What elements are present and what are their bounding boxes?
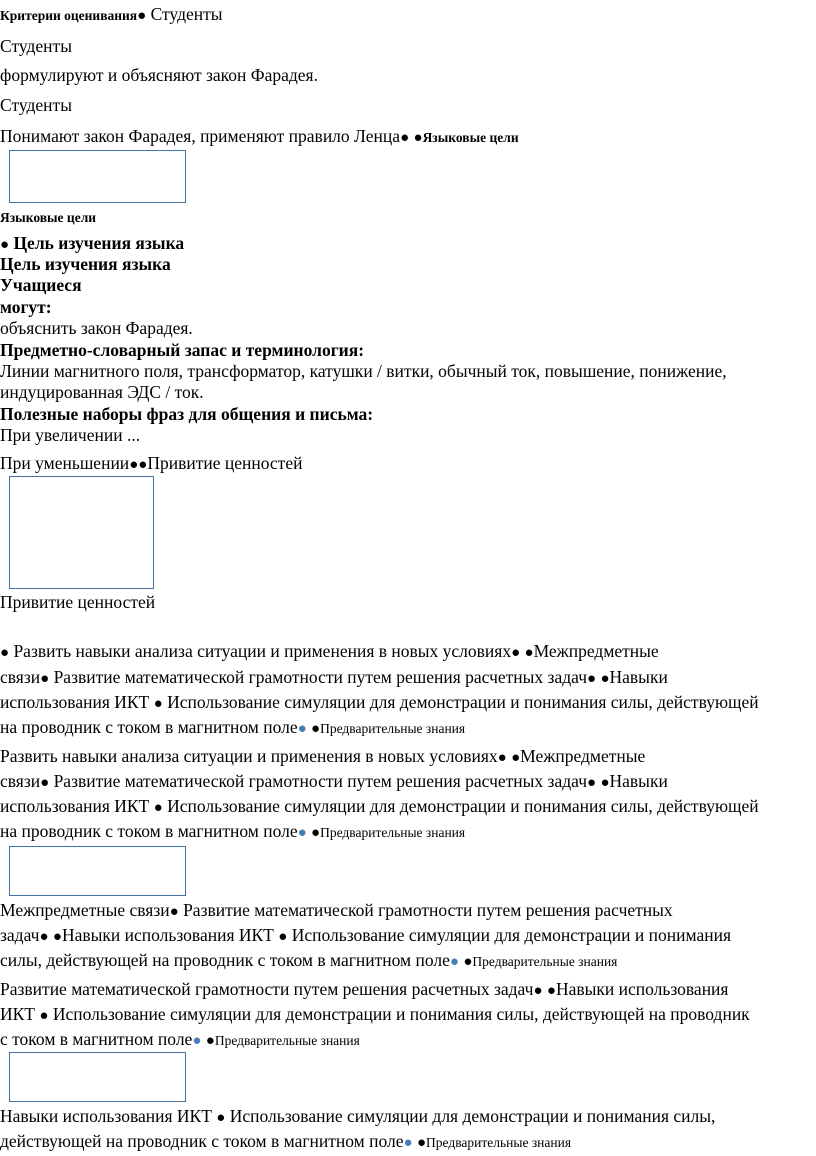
paragraph-text: Развить навыки анализа ситуации и применения в новых условиях xyxy=(9,641,512,661)
bullet-icon: ● xyxy=(205,1033,215,1049)
blue-bullet-icon: ● xyxy=(449,954,459,970)
can-heading: могут: xyxy=(0,297,52,317)
bullet-icon: ● xyxy=(511,750,521,766)
paragraph-text: Использование симуляции для демонстрации и понимания силы, действующей xyxy=(162,796,759,816)
prior-knowledge-label: Предварительные знания xyxy=(320,825,466,840)
paragraph-text: Использование симуляции для демонстрации и понимания xyxy=(287,925,731,945)
bullet-icon: ● xyxy=(400,130,410,146)
vocabulary-heading: Предметно-словарный запас и терминология: xyxy=(0,340,365,360)
paragraph-line xyxy=(0,979,728,1002)
paragraph-text: Развить навыки анализа ситуации и применения в новых условиях xyxy=(0,746,498,766)
text-box-frame xyxy=(9,846,186,896)
explain-faraday-text: объяснить закон Фарадея. xyxy=(0,318,193,338)
paragraph-text: ИКТ xyxy=(0,1004,40,1024)
paragraph-text: Навыки использования xyxy=(555,979,729,999)
bullet-icon: ● xyxy=(40,775,50,791)
paragraph-text: на проводник с током в магнитном поле xyxy=(0,821,298,841)
paragraph-line xyxy=(0,771,668,794)
bullet-icon: ● xyxy=(546,983,556,999)
bullet-icon: ● xyxy=(137,8,147,24)
paragraph-line xyxy=(0,796,759,819)
prior-knowledge-label: Предварительные знания xyxy=(426,1135,572,1150)
bullet-icon: ● xyxy=(587,671,597,687)
paragraph-line xyxy=(0,1029,360,1052)
paragraph-text: задач xyxy=(0,925,40,945)
paragraph-text: Развитие математической грамотности путем решения расчетных задач xyxy=(49,771,588,791)
paragraph-text: Навыки использования ИКТ xyxy=(61,925,279,945)
phrase-text: При увеличении ... xyxy=(0,425,141,445)
vocabulary-text: индуцированная ЭДС / ток. xyxy=(0,382,204,402)
text-box-frame xyxy=(9,150,186,203)
paragraph-line xyxy=(0,821,465,844)
bullet-icon: ● xyxy=(138,457,148,473)
paragraph-text: Межпредметные xyxy=(533,641,659,661)
bullet-icon: ● xyxy=(0,645,10,661)
phrase-line xyxy=(0,453,302,476)
paragraph-text: на проводник с током в магнитном поле xyxy=(0,717,298,737)
paragraph-text: Навыки xyxy=(609,771,668,791)
bullet-icon: ● xyxy=(216,1110,226,1126)
bullet-icon: ● xyxy=(52,929,62,945)
bullet-icon: ● xyxy=(278,929,288,945)
bullet-icon: ● xyxy=(600,775,610,791)
language-goals-heading: Языковые цели xyxy=(0,210,97,225)
paragraph-line xyxy=(0,1106,715,1129)
paragraph-line xyxy=(0,950,617,973)
paragraph-text: связи xyxy=(0,771,41,791)
bullet-icon: ● xyxy=(511,645,521,661)
criterion-lenz-line xyxy=(0,126,519,149)
bullet-icon: ● xyxy=(169,904,179,920)
bullet-icon: ● xyxy=(311,825,321,841)
paragraph-text: Межпредметные связи xyxy=(0,900,170,920)
bullet-icon: ● xyxy=(153,800,163,816)
paragraph-text: Развитие математической грамотности путем решения расчетных задач xyxy=(0,979,534,999)
learners-heading: Учащиеся xyxy=(0,275,82,295)
bullet-icon: ● xyxy=(0,237,10,253)
phrases-heading: Полезные наборы фраз для общения и письма: xyxy=(0,404,374,424)
language-objective-line xyxy=(0,233,184,256)
text-box-frame xyxy=(9,1052,186,1102)
paragraph-text: Навыки xyxy=(609,667,668,687)
paragraph-line xyxy=(0,717,465,740)
bullet-icon: ● xyxy=(416,1135,427,1151)
criteria-line xyxy=(0,4,223,27)
bullet-icon: ● xyxy=(129,457,139,473)
paragraph-text: действующей на проводник с током в магнитном поле xyxy=(0,1131,404,1151)
paragraph-text: силы, действующей на проводник с током в магнитном поле xyxy=(0,950,450,970)
paragraph-line xyxy=(0,667,668,690)
paragraph-text: использования ИКТ xyxy=(0,796,154,816)
paragraph-text: связи xyxy=(0,667,41,687)
language-objective-text: Цель изучения языка xyxy=(9,233,185,253)
phrase-text: При уменьшении xyxy=(0,453,130,473)
blue-bullet-icon: ● xyxy=(297,825,307,841)
paragraph-line xyxy=(0,641,659,664)
paragraph-line xyxy=(0,925,731,948)
criterion-lenz-text: Понимают закон Фарадея, применяют правило Ленца xyxy=(0,126,401,146)
bullet-icon: ● xyxy=(311,721,321,737)
paragraph-line xyxy=(0,1004,750,1027)
text-box-frame xyxy=(9,476,154,589)
paragraph-text: Использование симуляции для демонстрации и понимания силы, xyxy=(225,1106,716,1126)
paragraph-text: Развитие математической грамотности путем решения расчетных xyxy=(178,900,673,920)
paragraph-line xyxy=(0,746,645,769)
language-goals-label: Языковые цели xyxy=(422,130,519,145)
values-heading: Привитие ценностей xyxy=(0,592,156,612)
criterion-faraday-text: формулируют и объясняют закон Фарадея. xyxy=(0,65,318,85)
vocabulary-text: Линии магнитного поля, трансформатор, катушки / витки, обычный ток, повышение, понижение, xyxy=(0,361,727,381)
bullet-icon: ● xyxy=(463,954,473,970)
values-label: Привитие ценностей xyxy=(147,453,303,473)
paragraph-text: использования ИКТ xyxy=(0,692,154,712)
students-text: Студенты xyxy=(0,95,72,115)
bullet-icon: ● xyxy=(39,1008,49,1024)
paragraph-text: Межпредметные xyxy=(520,746,646,766)
bullet-icon: ● xyxy=(40,671,50,687)
paragraph-line xyxy=(0,1131,571,1154)
bullet-icon: ● xyxy=(587,775,597,791)
bullet-icon: ● xyxy=(533,983,543,999)
paragraph-line xyxy=(0,692,759,715)
students-text: Студенты xyxy=(146,4,223,24)
bullet-icon: ● xyxy=(153,696,163,712)
prior-knowledge-label: Предварительные знания xyxy=(214,1033,360,1048)
blue-bullet-icon: ● xyxy=(403,1135,413,1151)
bullet-icon: ● xyxy=(600,671,610,687)
blue-bullet-icon: ● xyxy=(192,1033,202,1049)
bullet-icon: ● xyxy=(524,645,534,661)
paragraph-text: с током в магнитном поле xyxy=(0,1029,193,1049)
bullet-icon: ● xyxy=(497,750,507,766)
prior-knowledge-label: Предварительные знания xyxy=(320,721,466,736)
bullet-icon: ● xyxy=(413,130,423,146)
blue-bullet-icon: ● xyxy=(297,721,307,737)
paragraph-line xyxy=(0,900,673,923)
paragraph-text: Навыки использования ИКТ xyxy=(0,1106,217,1126)
paragraph-text: Использование симуляции для демонстрации и понимания силы, действующей на проводник xyxy=(48,1004,750,1024)
criteria-label: Критерии оценивания xyxy=(0,8,138,23)
prior-knowledge-label: Предварительные знания xyxy=(472,954,618,969)
paragraph-text: Развитие математической грамотности путем решения расчетных задач xyxy=(49,667,588,687)
language-objective-heading: Цель изучения языка xyxy=(0,254,171,274)
paragraph-text: Использование симуляции для демонстрации и понимания силы, действующей xyxy=(162,692,759,712)
students-text: Студенты xyxy=(0,36,72,56)
bullet-icon: ● xyxy=(39,929,49,945)
